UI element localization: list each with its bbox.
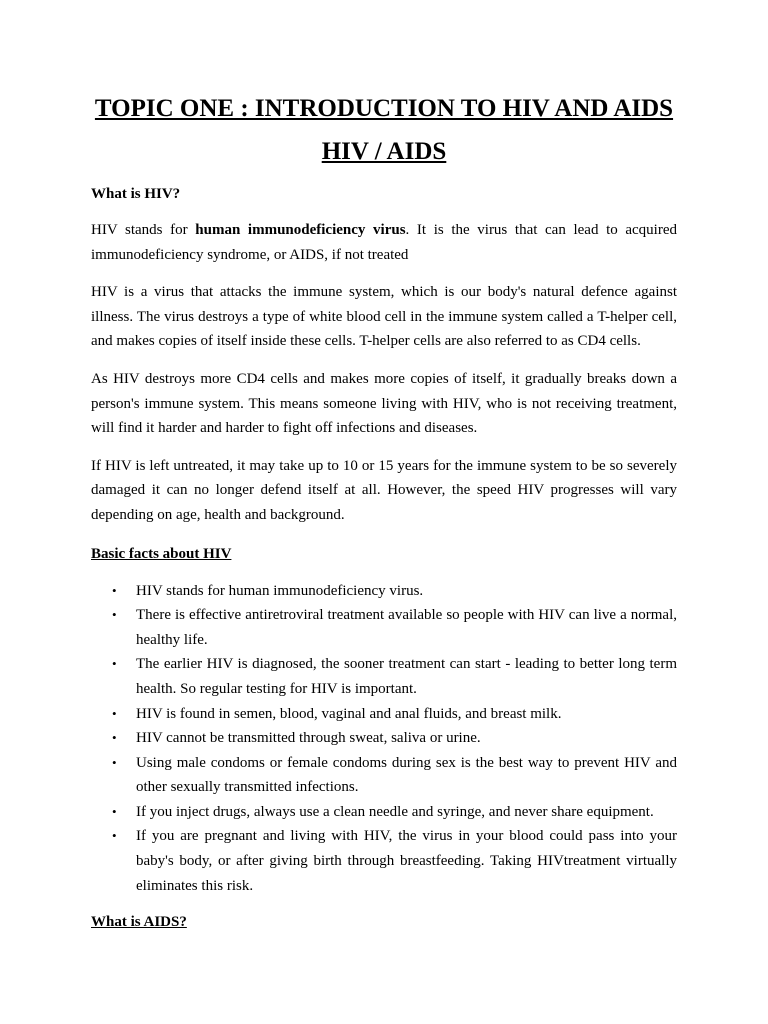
list-item-text: There is effective antiretroviral treatment available so people with HIV can live a normal, healthy life. (136, 607, 677, 648)
list-item (91, 579, 677, 604)
paragraph-immune-attack: HIV is a virus that attacks the immune system, which is our body's natural defence against illness. The virus destroys a type of white blood cell in the immune system called a T-helper cell, and makes copies of itself inside these cells. T-helper cells are also referred to as CD4 cells. (91, 284, 677, 350)
list-item (91, 726, 677, 751)
bullet-icon: • (112, 754, 117, 770)
list-item (91, 800, 677, 825)
document-title: TOPIC ONE : INTRODUCTION TO HIV AND AIDS (94, 95, 674, 122)
list-item (91, 652, 677, 701)
what-is-hiv-heading: What is HIV? (91, 186, 181, 202)
bullet-icon: • (112, 607, 117, 623)
list-item-text: HIV stands for human immunodeficiency virus. (136, 582, 424, 599)
list-item (91, 603, 677, 652)
what-is-aids-heading: What is AIDS? (91, 914, 187, 931)
list-item (91, 751, 677, 800)
basic-facts-list (91, 579, 677, 899)
paragraph-untreated-progression: If HIV is left untreated, it may take up to 10 or 15 years for the immune system to be so severely damaged it can no longer defend itself at all. However, the speed HIV progresses will vary depending on age, health and background. (91, 457, 677, 523)
paragraph-cd4-destruction: As HIV destroys more CD4 cells and makes more copies of itself, it gradually breaks down a person's immune system. This means someone living with HIV, who is not receiving treatment, will find it harder and harder to fight off infections and diseases. (91, 370, 677, 437)
list-item-text: Using male condoms or female condoms during sex is the best way to prevent HIV and other sexually transmitted infections. (136, 754, 677, 796)
bullet-icon: • (112, 582, 117, 598)
list-item-text: HIV is found in semen, blood, vaginal and anal fluids, and breast milk. (136, 705, 562, 722)
list-item-text: If you inject drugs, always use a clean needle and syringe, and never share equipment. (136, 803, 654, 820)
list-item-text: If you are pregnant and living with HIV, the virus in your blood could pass into your baby's body, or after giving birth through breastfeeding. Taking HIVtreatment virtually eliminates this risk. (136, 828, 677, 894)
paragraph-hiv-definition (91, 218, 677, 267)
list-item-text: HIV cannot be transmitted through sweat, saliva or urine. (136, 730, 481, 747)
basic-facts-heading: Basic facts about HIV (91, 545, 232, 562)
bullet-icon: • (112, 705, 117, 721)
bullet-icon: • (112, 803, 117, 819)
paragraph-hiv-definition-suffix: . It is the virus that can lead to acquired immunodeficiency syndrome, or AIDS, if not treated (91, 222, 677, 263)
document-page (91, 93, 677, 934)
document-subtitle: HIV / AIDS (321, 138, 447, 165)
bullet-icon: • (112, 730, 117, 746)
paragraph-hiv-definition-bold: human immunodeficiency virus (195, 222, 406, 238)
list-item (91, 702, 677, 727)
paragraph-hiv-definition-prefix: HIV stands for (91, 222, 196, 238)
bullet-icon: • (112, 828, 117, 844)
list-item (91, 824, 677, 898)
bullet-icon: • (112, 656, 117, 672)
list-item-text: The earlier HIV is diagnosed, the sooner treatment can start - leading to better long term health. So regular testing for HIV is important. (136, 656, 677, 697)
